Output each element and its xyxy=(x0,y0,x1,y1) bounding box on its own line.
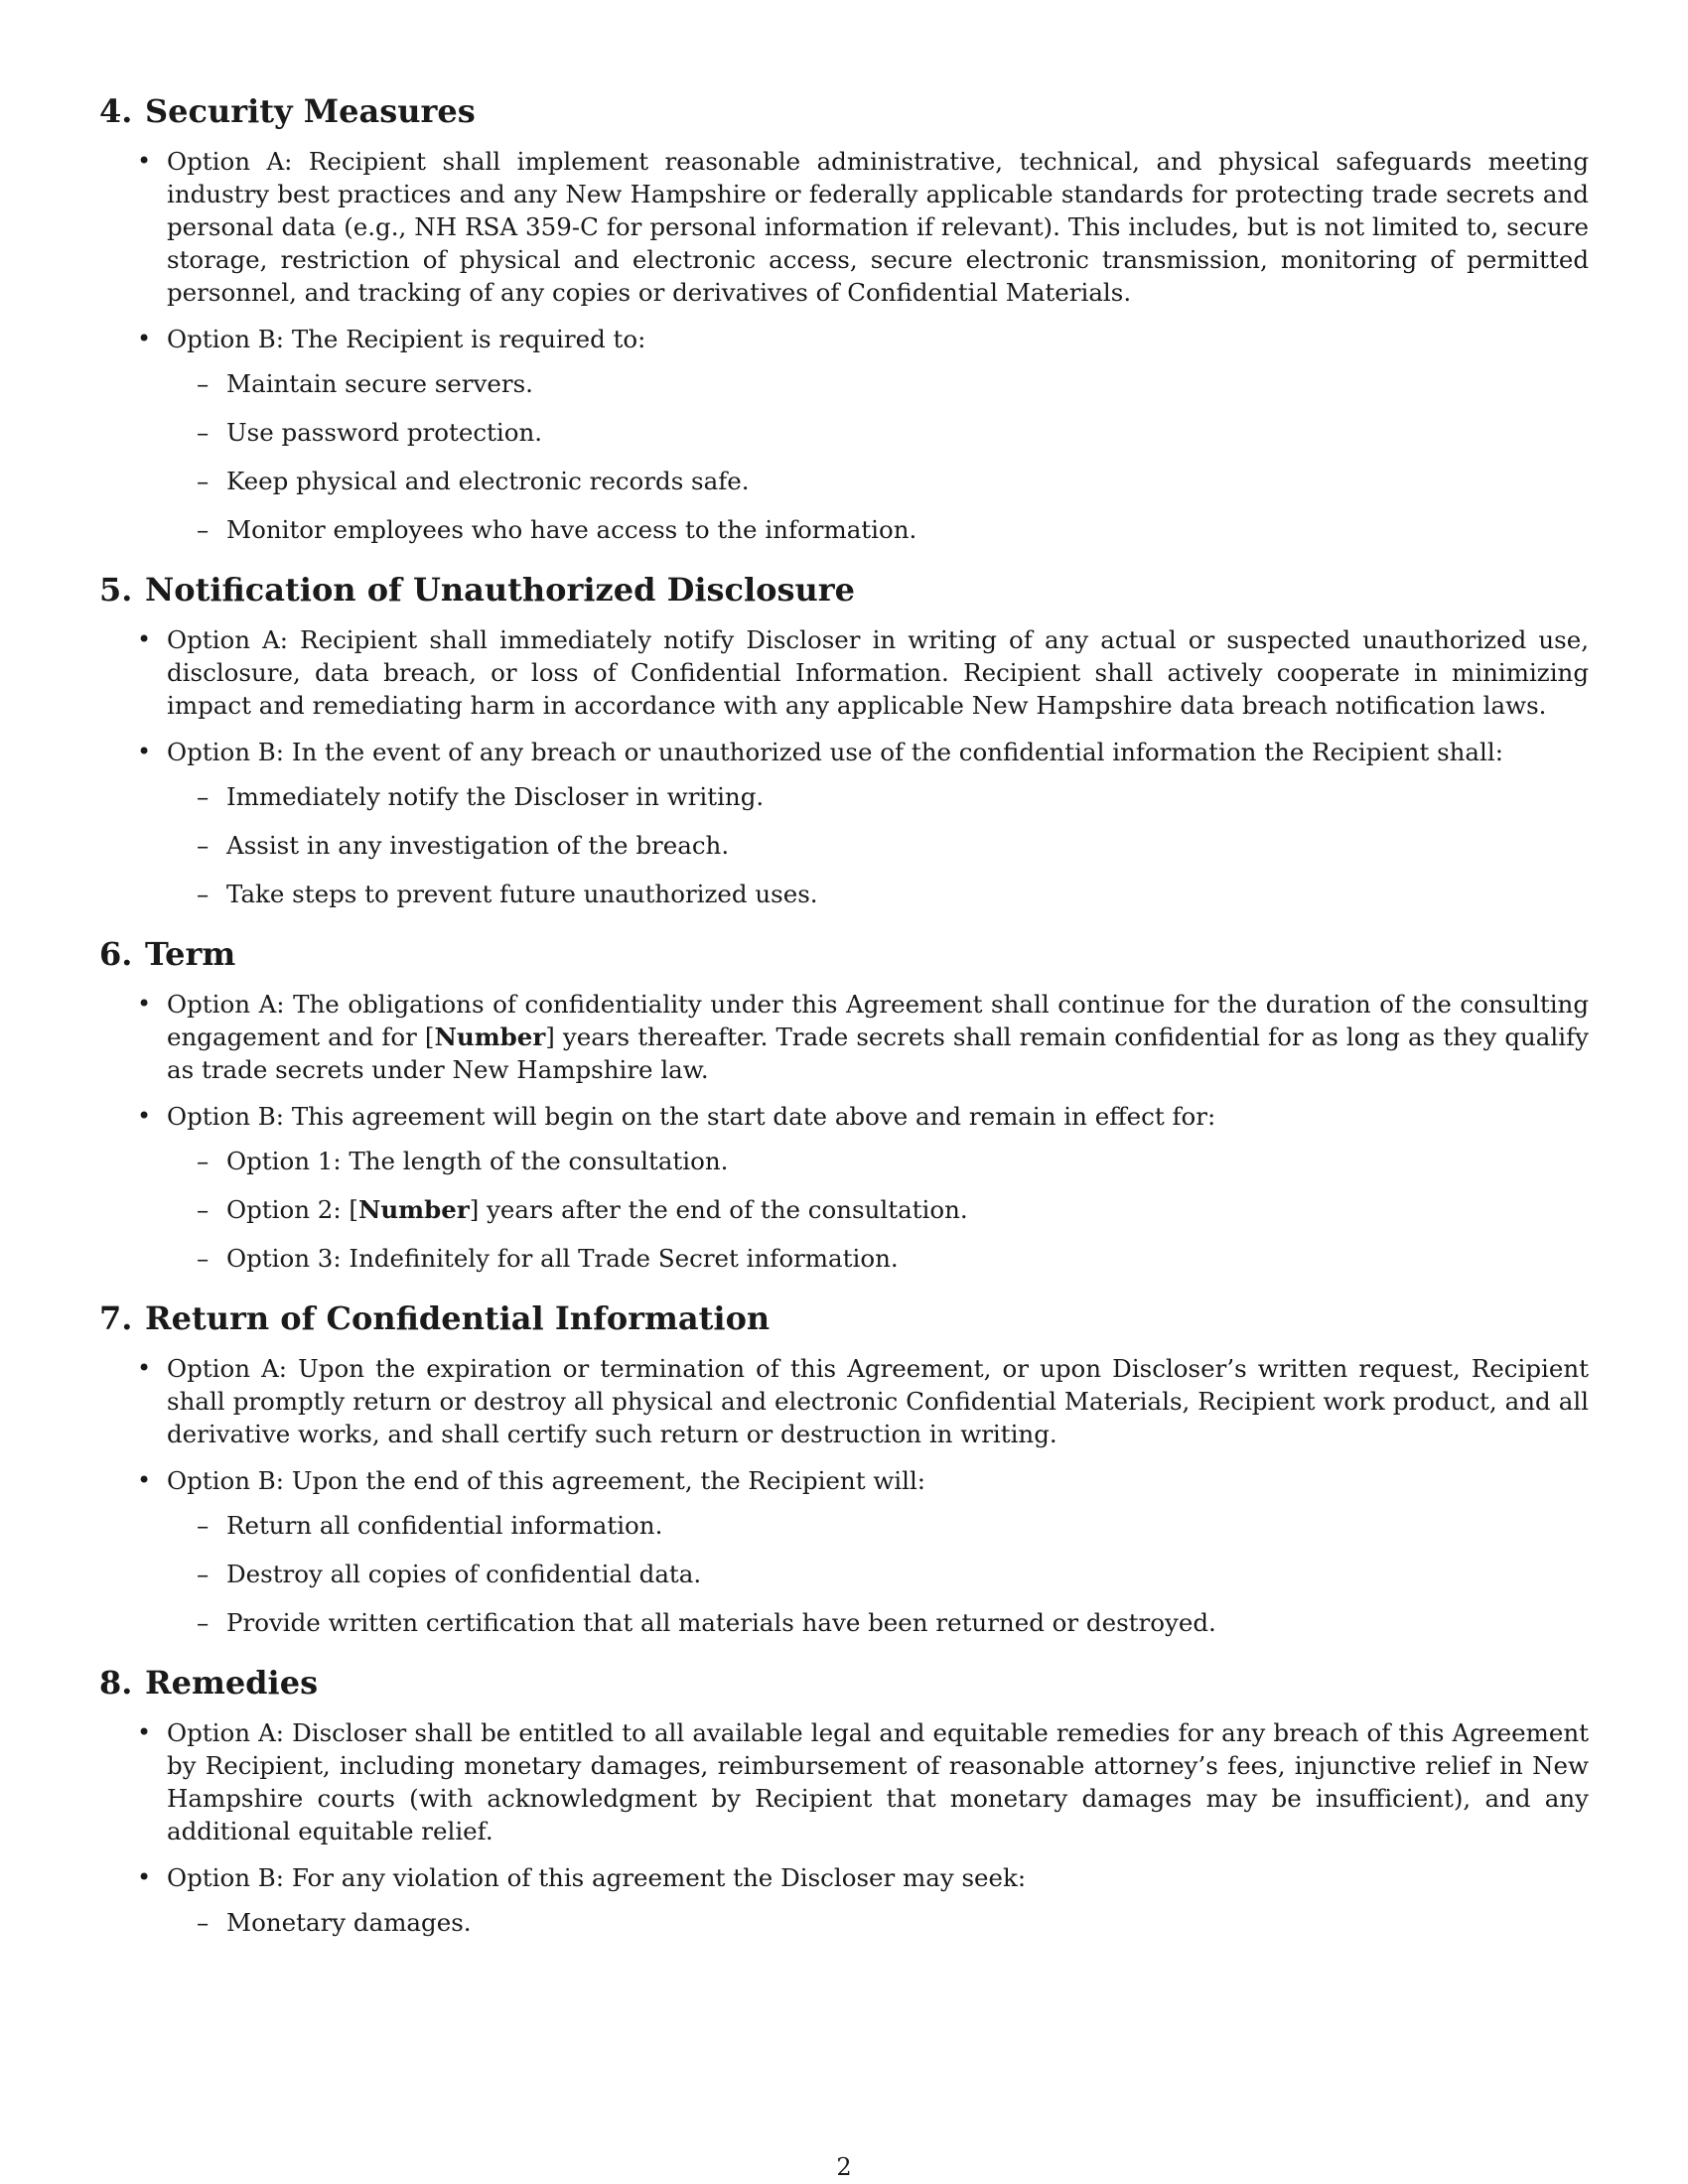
option-b xyxy=(99,1100,1589,1275)
option-b-text: Option B: In the event of any breach or unauthorized use of the confidential information the Recipient shall: xyxy=(167,738,1503,766)
section-heading xyxy=(99,1663,1589,1703)
option-b xyxy=(99,1861,1589,1939)
sub-item-text-end: ] years after the end of the consultation. xyxy=(469,1195,968,1224)
option-a: • Option A: Recipient shall implement reasonable administrative, technical, and physical safeguards meeting industry best practices and any New Hampshire or federally applicable standards for protecting trade secrets and personal data (e.g., NH RSA 359-C for personal information if relevant). This includes, but is not limited to, secure storage, restriction of physical and electronic access, secure electronic transmission, monitoring of permitted personnel, and tracking of any copies or derivatives of Confidential Materials. xyxy=(99,145,1589,309)
section-title: Remedies xyxy=(145,1664,319,1702)
sub-item: – Take steps to prevent future unauthorized uses. xyxy=(167,878,1589,910)
sub-list xyxy=(167,1906,1589,1939)
sub-item: – Destroy all copies of confidential data. xyxy=(167,1558,1589,1590)
section-remedies xyxy=(99,1663,1589,1939)
section-heading xyxy=(99,934,1589,974)
option-b xyxy=(99,1464,1589,1639)
sub-item: – Keep physical and electronic records safe. xyxy=(167,465,1589,497)
option-b-text: Option B: For any violation of this agreement the Discloser may seek: xyxy=(167,1863,1027,1892)
section-number: 4. xyxy=(99,92,133,130)
section-title: Notification of Unauthorized Disclosure xyxy=(145,571,855,609)
option-b-text: Option B: This agreement will begin on the start date above and remain in effect for: xyxy=(167,1102,1216,1131)
sub-item: – Option 3: Indefinitely for all Trade Secret information. xyxy=(167,1242,1589,1275)
option-a-text-start: Option A: The obligations of confidentiality under this Agreement shall continue for the duration of the consulting engagement and for [ xyxy=(167,990,1589,1051)
option-a: • Option A: Upon the expiration or termination of this Agreement, or upon Discloser’s written request, Recipient shall promptly return or destroy all physical and electronic Confidential Materials, Recipient work product, and all derivative works, and shall certify such return or destruction in writing. xyxy=(99,1352,1589,1450)
option-a xyxy=(99,988,1589,1086)
number-placeholder: Number xyxy=(357,1195,470,1224)
option-a: • Option A: Recipient shall immediately notify Discloser in writing of any actual or suspected unauthorized use, disclosure, data breach, or loss of Confidential Information. Recipient shall actively cooperate in minimizing impact and remediating harm in accordance with any applicable New Hampshire data breach notification laws. xyxy=(99,623,1589,722)
section-number: 8. xyxy=(99,1664,133,1702)
sub-item: – Immediately notify the Discloser in writing. xyxy=(167,780,1589,813)
number-placeholder: Number xyxy=(434,1023,546,1051)
option-list xyxy=(99,988,1589,1275)
option-list xyxy=(99,1352,1589,1639)
option-b-text: Option B: The Recipient is required to: xyxy=(167,325,646,353)
section-number: 7. xyxy=(99,1299,133,1337)
section-title: Security Measures xyxy=(145,92,476,130)
section-heading xyxy=(99,570,1589,610)
section-title: Return of Confidential Information xyxy=(145,1299,771,1337)
section-term xyxy=(99,934,1589,1275)
sub-list xyxy=(167,1509,1589,1639)
section-title: Term xyxy=(145,935,236,973)
option-b xyxy=(99,736,1589,910)
option-list xyxy=(99,1716,1589,1939)
option-list xyxy=(99,623,1589,910)
sub-item: – Assist in any investigation of the breach. xyxy=(167,829,1589,862)
section-security-measures xyxy=(99,91,1589,546)
section-heading xyxy=(99,91,1589,131)
section-heading xyxy=(99,1298,1589,1338)
sub-list xyxy=(167,780,1589,910)
sub-item: – Monetary damages. xyxy=(167,1906,1589,1939)
sub-item: – Option 1: The length of the consultation. xyxy=(167,1145,1589,1177)
sub-list xyxy=(167,367,1589,546)
sub-item xyxy=(167,1193,1589,1226)
section-notification xyxy=(99,570,1589,910)
option-list xyxy=(99,145,1589,546)
page-number: 2 xyxy=(836,2153,852,2181)
section-number: 6. xyxy=(99,935,133,973)
sub-item: – Monitor employees who have access to the information. xyxy=(167,513,1589,546)
sub-item: – Maintain secure servers. xyxy=(167,367,1589,400)
sub-list xyxy=(167,1145,1589,1275)
option-a-text-end: ] years thereafter. Trade secrets shall remain confidential for as long as they qualify as trade secrets under New Hampshire law. xyxy=(167,1023,1589,1084)
option-b-text: Option B: Upon the end of this agreement, the Recipient will: xyxy=(167,1466,926,1495)
option-b xyxy=(99,323,1589,546)
sub-item: – Provide written certification that all materials have been returned or destroyed. xyxy=(167,1606,1589,1639)
document-page xyxy=(99,91,1589,1963)
section-number: 5. xyxy=(99,571,133,609)
option-a: • Option A: Discloser shall be entitled to all available legal and equitable remedies for any breach of this Agreement by Recipient, including monetary damages, reimbursement of reasonable attorney’s fees, injunctive relief in New Hampshire courts (with acknowledgment by Recipient that monetary damages may be insufficient), and any additional equitable relief. xyxy=(99,1716,1589,1847)
sub-item: – Use password protection. xyxy=(167,416,1589,449)
section-return-information xyxy=(99,1298,1589,1639)
sub-item-text-start: Option 2: [ xyxy=(226,1195,358,1224)
sub-item: – Return all confidential information. xyxy=(167,1509,1589,1542)
